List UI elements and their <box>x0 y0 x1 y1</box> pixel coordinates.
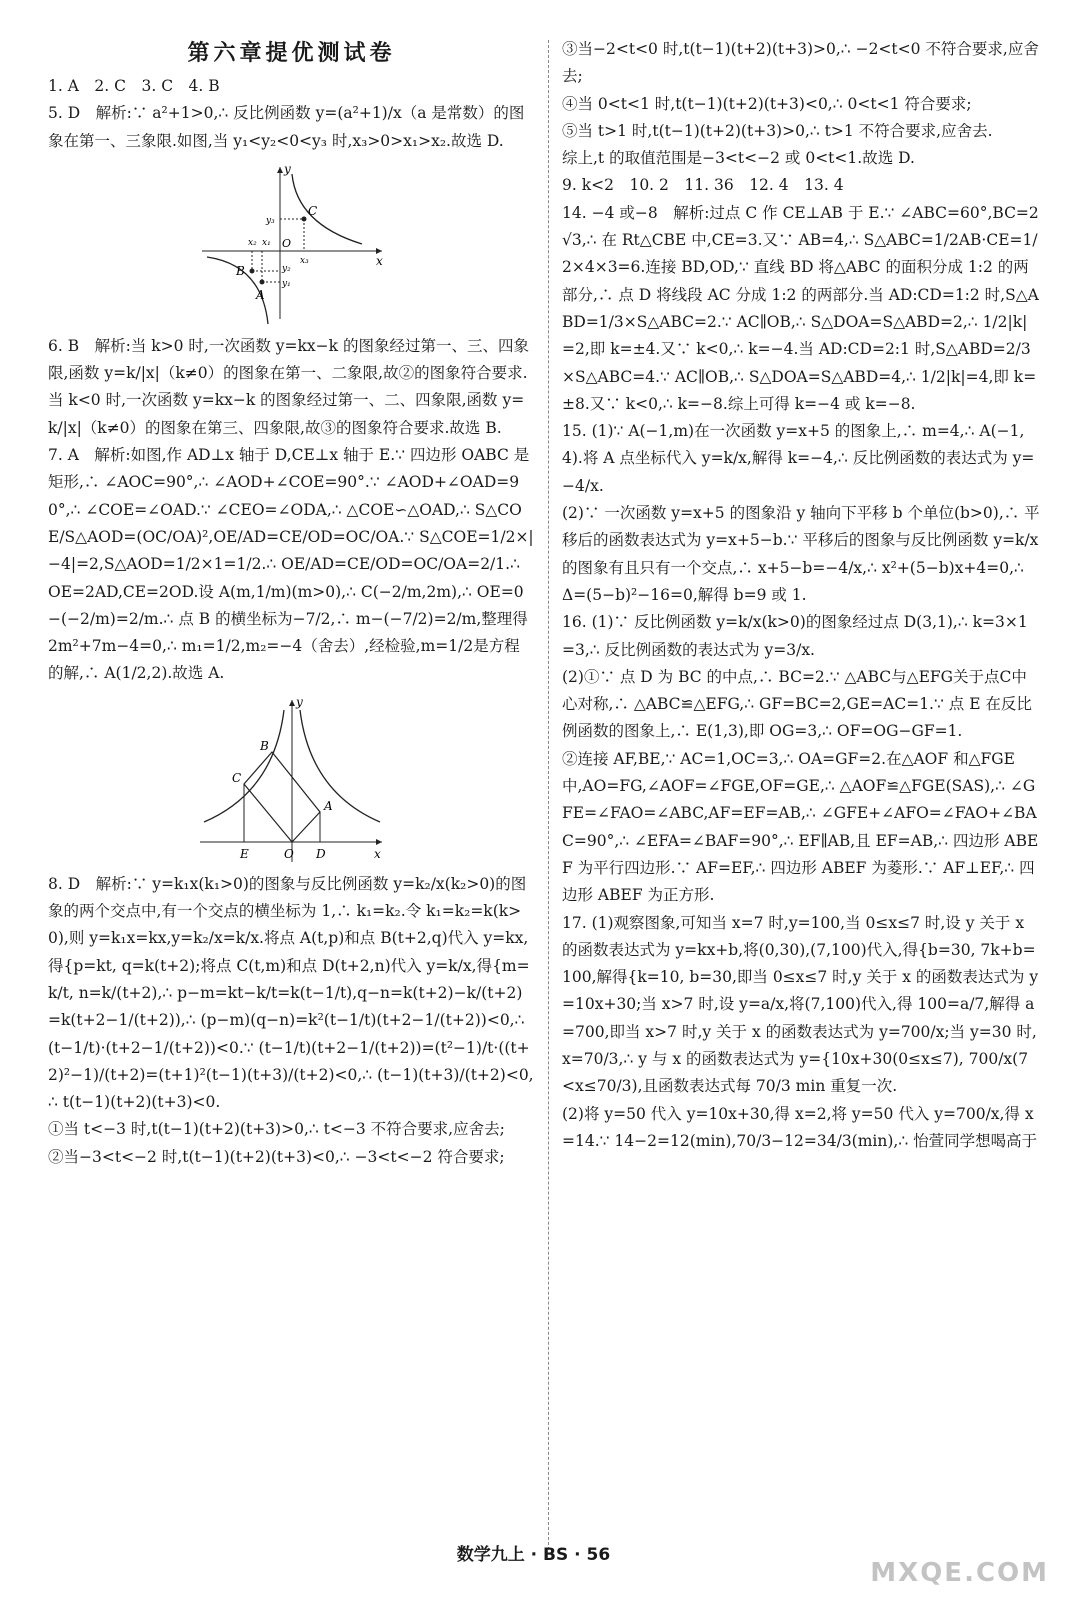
fig1-label-c: C <box>307 203 317 218</box>
fig1-label-y3: y₃ <box>265 215 275 226</box>
left-column <box>48 36 535 1171</box>
page-footer: 数学九上 · BS · 56 <box>456 1545 611 1565</box>
answer-8-case-4: ④当 0<t<1 时,t(t−1)(t+2)(t+3)<0,∴ 0<t<1 符合要求; <box>562 94 972 113</box>
answer-8-case-2: ②当−3<t<−2 时,t(t−1)(t+2)(t+3)<0,∴ −3<t<−2 符合要求; <box>48 1147 505 1166</box>
answer-16-part-2b: ②连接 AF,BE,∵ AC=1,OC=3,∴ OA=GF=2.在△AOF 和△FGE 中,AO=FG,∠AOF=∠FGE,OF=GE,∴ △AOF≌△FGE(SAS),∴ ∠GFE=∠FAO=∠ABC,AF=EF=AB,∴ ∠GFE+∠AFO=∠FAO+∠BAC=90°,∴ ∠EFA=∠BAF=90°,∴ EF∥AB,且 EF=AB,∴ 四边形 ABEF 为平行四边形.∵ AF=EF,∴ 四边形 ABEF 为菱形.∵ AF⊥EF,∴ 四边形 ABEF 为正方形. <box>562 749 1039 905</box>
figure-q7-rectangle <box>192 692 392 867</box>
answer-8-case-1: ①当 t<−3 时,t(t−1)(t+2)(t+3)>0,∴ t<−3 不符合要求,应舍去; <box>48 1120 505 1139</box>
answer-17-part-2: (2)将 y=50 代入 y=10x+30,得 x=2,将 y=50 代入 y=700/x,得 x=14.∵ 14−2=12(min),70/3−12=34/3(min),∴ 怡萱同学想喝高于 <box>562 1104 1038 1150</box>
fig2-label-c: C <box>231 770 241 785</box>
fig2-label-e: E <box>239 846 249 861</box>
right-column <box>562 36 1040 1155</box>
column-divider <box>548 40 549 1550</box>
watermark-logo <box>870 1518 1049 1588</box>
fig1-label-x2: x₂ <box>247 237 257 248</box>
answer-5: 5. D 解析:∵ a²+1>0,∴ 反比例函数 y=(a²+1)/x（a 是常数）的图象在第一、三象限.如图,当 y₁<y₂<0<y₃ 时,x₃>0>x₁>x₂.故选 D. <box>48 104 525 150</box>
answer-8-summary: 综上,t 的取值范围是−3<t<−2 或 0<t<1.故选 D. <box>562 149 915 168</box>
fig2-label-a: A <box>323 798 333 813</box>
answer-1-4: 1. A 2. C 3. C 4. B <box>48 77 220 95</box>
answer-14: 14. −4 或−8 解析:过点 C 作 CE⊥AB 于 E.∵ ∠ABC=60°,BC=2√3,∴ 在 Rt△CBE 中,CE=3.又∵ AB=4,∴ S△ABC=1/2AB·CE=1/2×4×3=6.连接 BD,OD,∵ 直线 BD 将△ABC 的面积分成 1:2 的两部分,∴ 点 D 将线段 AC 分成 1:2 的两部分.当 AD:CD=1:2 时,S△ABD=1/3×S△ABC=2.∵ AC∥OB,∴ S△DOA=S△ABD=2,∴ 1/2|k|=2,即 k=±4.又∵ k<0,∴ k=−4.当 AD:CD=2:1 时,S△ABD=2/3×S△ABC=4.∵ AC∥OB,∴ S△DOA=S△ABD=4,∴ 1/2|k|=4,即 k=±8.又∵ k<0,∴ k=−8.综上可得 k=−4 或 k=−8. <box>562 203 1039 413</box>
fig2-label-b: B <box>259 738 269 753</box>
fig2-label-y: y <box>295 694 303 709</box>
answer-17-part-1: 17. (1)观察图象,可知当 x=7 时,y=100,当 0≤x≤7 时,设 y 关于 x 的函数表达式为 y=kx+b,将(0,30),(7,100)代入,得{b=30, 7k+b=100,解得{k=10, b=30,即当 0≤x≤7 时,y 关于 x 的函数表达式为 y=10x+30;当 x>7 时,设 y=a/x,将(7,100)代入,得 100=a/7,解得 a=700,即当 x>7 时,y 关于 x 的函数表达式为 y=700/x;当 y=30 时,x=70/3,∴ y 与 x 的函数表达式为 y={10x+30(0≤x≤7), 700/x(7<x≤70/3),且函数表达式每 70/3 min 重复一次. <box>562 913 1039 1096</box>
answer-16-part-1: 16. (1)∵ 反比例函数 y=k/x(k>0)的图象经过点 D(3,1),∴ k=3×1=3,∴ 反比例函数的表达式为 y=3/x. <box>562 613 1028 659</box>
fig2-label-o: O <box>283 846 294 861</box>
answer-15-part-2: (2)∵ 一次函数 y=x+5 的图象沿 y 轴向下平移 b 个单位(b>0),∴ 平移后的函数表达式为 y=x+5−b.∵ 平移后的图象与反比例函数 y=k/x 的图象有且只有一个交点,∴ x+5−b=−4/x,∴ x²+(5−b)x+4=0,∴ Δ=(5−b)²−16=0,解得 b=9 或 1. <box>562 504 1040 604</box>
fig1-label-y2: y₂ <box>281 263 291 274</box>
answer-15-part-1: 15. (1)∵ A(−1,m)在一次函数 y=x+5 的图象上,∴ m=4,∴ A(−1,4).将 A 点坐标代入 y=k/x,解得 k=−4,∴ 反比例函数的表达式为 y=−4/x. <box>562 422 1035 495</box>
fig1-label-y1: y₁ <box>281 278 291 289</box>
answer-7: 7. A 解析:如图,作 AD⊥x 轴于 D,CE⊥x 轴于 E.∵ 四边形 OABC 是矩形,∴ ∠AOC=90°,∴ ∠AOD+∠COE=90°.∵ ∠AOD+∠OAD=90°,∴ ∠COE=∠OAD.∵ ∠CEO=∠ODA,∴ △COE∽△OAD,∴ S△COE/S△AOD=(OC/OA)²,OE/AD=CE/OD=OC/OA.∵ S△COE=1/2×|−4|=2,S△AOD=1/2×1=1/2.∴ OE/AD=CE/OD=OC/OA=2/1.∴ OE=2AD,CE=2OD.设 A(m,1/m)(m>0),∴ C(−2/m,2m),∴ OE=0−(−2/m)=2/m.∴ 点 B 的横坐标为−7/2,∴ m−(−7/2)=2/m,整理得 2m²+7m−4=0,∴ m₁=1/2,m₂=−4（舍去）,经检验,m=1/2是方程的解,∴ A(1/2,2).故选 A. <box>48 446 534 683</box>
answer-8-case-3: ③当−2<t<0 时,t(t−1)(t+2)(t+3)>0,∴ −2<t<0 不符合要求,应舍去; <box>562 40 1039 86</box>
fig1-label-y: y <box>283 161 291 176</box>
watermark-text: MXQE.COM <box>870 1558 1049 1588</box>
answer-9-13: 9. k<2 10. 2 11. 36 12. 4 13. 4 <box>562 176 844 195</box>
answer-6: 6. B 解析:当 k>0 时,一次函数 y=kx−k 的图象经过第一、三、四象限,函数 y=k/|x|（k≠0）的图象在第一、二象限,故②的图象符合要求.当 k<0 时,一次函数 y=kx−k 的图象经过第一、二、四象限,函数 y=k/|x|（k≠0）的图象在第三、四象限,故③的图象符合要求.故选 B. <box>48 336 529 437</box>
fig1-label-o: O <box>281 236 291 250</box>
answer-8-case-5: ⑤当 t>1 时,t(t−1)(t+2)(t+3)>0,∴ t>1 不符合要求,应舍去. <box>562 121 993 140</box>
fig1-label-b: B <box>235 263 245 278</box>
fig1-label-x: x <box>375 253 383 268</box>
figure-q5-hyperbola <box>192 159 392 329</box>
fig1-label-a: A <box>255 287 265 302</box>
fig2-label-d: D <box>315 846 326 861</box>
page-title: 第六章提优测试卷 <box>187 41 396 66</box>
fig1-label-x3: x₃ <box>299 255 309 266</box>
fig1-label-x1: x₁ <box>261 237 271 248</box>
answer-16-part-2a: (2)①∵ 点 D 为 BC 的中点,∴ BC=2.∵ △ABC与△EFG关于点C中心对称,∴ △ABC≌△EFG,∴ GF=BC=2,GE=AC=1.∵ 点 E 在反比例函数的图象上,∴ E(1,3),即 OG=3,∴ OF=OG−GF=1. <box>562 667 1032 741</box>
answer-8: 8. D 解析:∵ y=k₁x(k₁>0)的图象与反比例函数 y=k₂/x(k₂>0)的图象的两个交点中,有一个交点的横坐标为 1,∴ k₁=k₂.令 k₁=k₂=k(k>0),则 y=k₁x=kx,y=k₂/x=k/x.将点 A(t,p)和点 B(t+2,q)代入 y=kx,得{p=kt, q=k(t+2);将点 C(t,m)和点 D(t+2,n)代入 y=k/x,得{m=k/t, n=k/(t+2),∴ p−m=kt−k/t=k(t−1/t),q−n=k(t+2)−k/(t+2)=k(t+2−1/(t+2)),∴ (p−m)(q−n)=k²(t−1/t)(t+2−1/(t+2))<0,∴ (t−1/t)·(t+2−1/(t+2))<0.∵ (t−1/t)(t+2−1/(t+2))=(t²−1)/t·((t+2)²−1)/(t+2)=(t+1)²(t−1)(t+3)/(t+2)<0,∴ (t−1)(t+3)/(t+2)<0,∴ t(t−1)(t+2)(t+3)<0. <box>48 874 534 1112</box>
fig2-label-x: x <box>373 846 381 861</box>
